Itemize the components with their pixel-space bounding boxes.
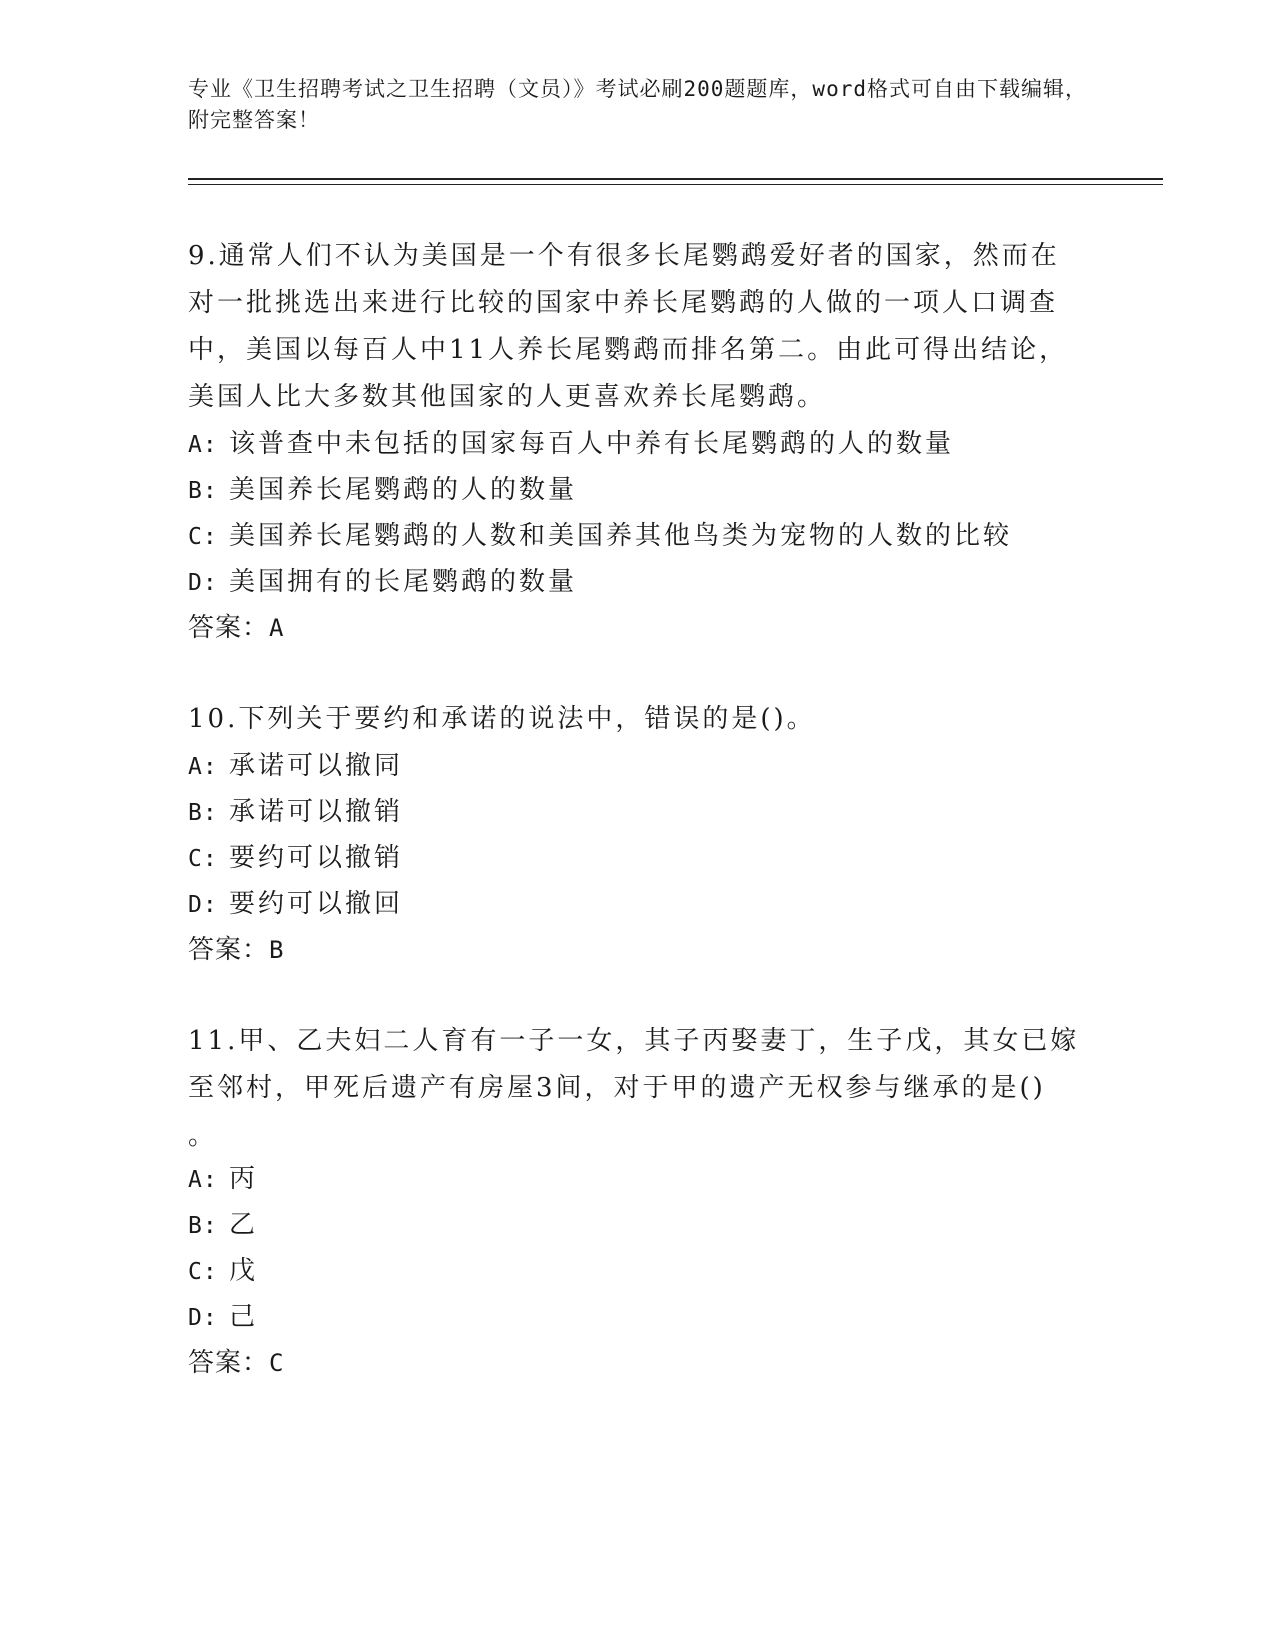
option-text: 美国养长尾鹦鹉的人数和美国养其他鸟类为宠物的人数的比较	[228, 521, 1012, 551]
answer-line	[188, 1340, 1088, 1386]
option-text: 承诺可以撤同	[228, 751, 403, 781]
question-stem: 10.下列关于要约和承诺的说法中，错误的是()。	[188, 704, 816, 734]
option-letter: C:	[188, 524, 218, 550]
option-text: 要约可以撤回	[228, 889, 403, 919]
answer-line	[188, 605, 1088, 651]
option-text: 美国养长尾鹦鹉的人的数量	[228, 475, 577, 505]
option-text: 己	[228, 1302, 258, 1332]
option-c	[188, 835, 1088, 881]
option-d	[188, 559, 1088, 605]
question-10	[188, 696, 1088, 973]
option-text: 该普查中未包括的国家每百人中养有长尾鹦鹉的人的数量	[228, 429, 954, 459]
option-letter: B:	[188, 478, 218, 504]
option-a	[188, 1156, 1088, 1202]
option-letter: A:	[188, 754, 218, 780]
option-letter: C:	[188, 846, 218, 872]
option-c	[188, 1248, 1088, 1294]
question-stem: 9.通常人们不认为美国是一个有很多长尾鹦鹉爱好者的国家，然而在对一批挑选出来进行比较的国家中养长尾鹦鹉的人做的一项人口调查中，美国以每百人中11人养长尾鹦鹉而排名第二。由此可得出结论，美国人比大多数其他国家的人更喜欢养长尾鹦鹉。	[188, 241, 1069, 412]
header-text: 专业《卫生招聘考试之卫生招聘（文员）》考试必刷200题题库，word格式可自由下载编辑，附完整答案！	[188, 77, 1087, 132]
answer-label: 答案：	[188, 1348, 270, 1378]
answer-value: B	[269, 936, 285, 964]
option-letter: B:	[188, 1213, 218, 1239]
option-text: 丙	[228, 1164, 258, 1194]
option-b	[188, 1202, 1088, 1248]
question-stem	[188, 1018, 1088, 1156]
option-letter: B:	[188, 800, 218, 826]
option-a	[188, 743, 1088, 789]
option-letter: D:	[188, 1305, 218, 1331]
option-letter: D:	[188, 570, 218, 596]
option-text: 要约可以撤销	[228, 843, 403, 873]
option-d	[188, 1294, 1088, 1340]
answer-value: A	[269, 614, 285, 642]
document-header	[188, 74, 1088, 136]
option-a	[188, 421, 1088, 467]
option-text: 美国拥有的长尾鹦鹉的数量	[228, 567, 577, 597]
header-rule-thick	[188, 178, 1163, 180]
option-d	[188, 881, 1088, 927]
option-b	[188, 467, 1088, 513]
option-text: 承诺可以撤销	[228, 797, 403, 827]
option-c	[188, 513, 1088, 559]
answer-label: 答案：	[188, 935, 270, 965]
question-stem-tail: 。	[188, 1121, 218, 1151]
header-rule-thin	[188, 184, 1163, 185]
option-letter: D:	[188, 892, 218, 918]
question-9	[188, 233, 1088, 651]
option-text: 乙	[228, 1210, 258, 1240]
option-letter: A:	[188, 432, 218, 458]
answer-line	[188, 927, 1088, 973]
answer-label: 答案：	[188, 613, 270, 643]
question-stem-text: 11.甲、乙夫妇二人育有一子一女，其子丙娶妻丁，生子戊，其女已嫁至邻村，甲死后遗产有房屋3间，对于甲的遗产无权参与继承的是()	[188, 1026, 1080, 1103]
option-text: 戊	[228, 1256, 258, 1286]
option-b	[188, 789, 1088, 835]
answer-value: C	[269, 1349, 285, 1377]
option-letter: C:	[188, 1259, 218, 1285]
option-letter: A:	[188, 1167, 218, 1193]
question-11	[188, 1018, 1088, 1386]
